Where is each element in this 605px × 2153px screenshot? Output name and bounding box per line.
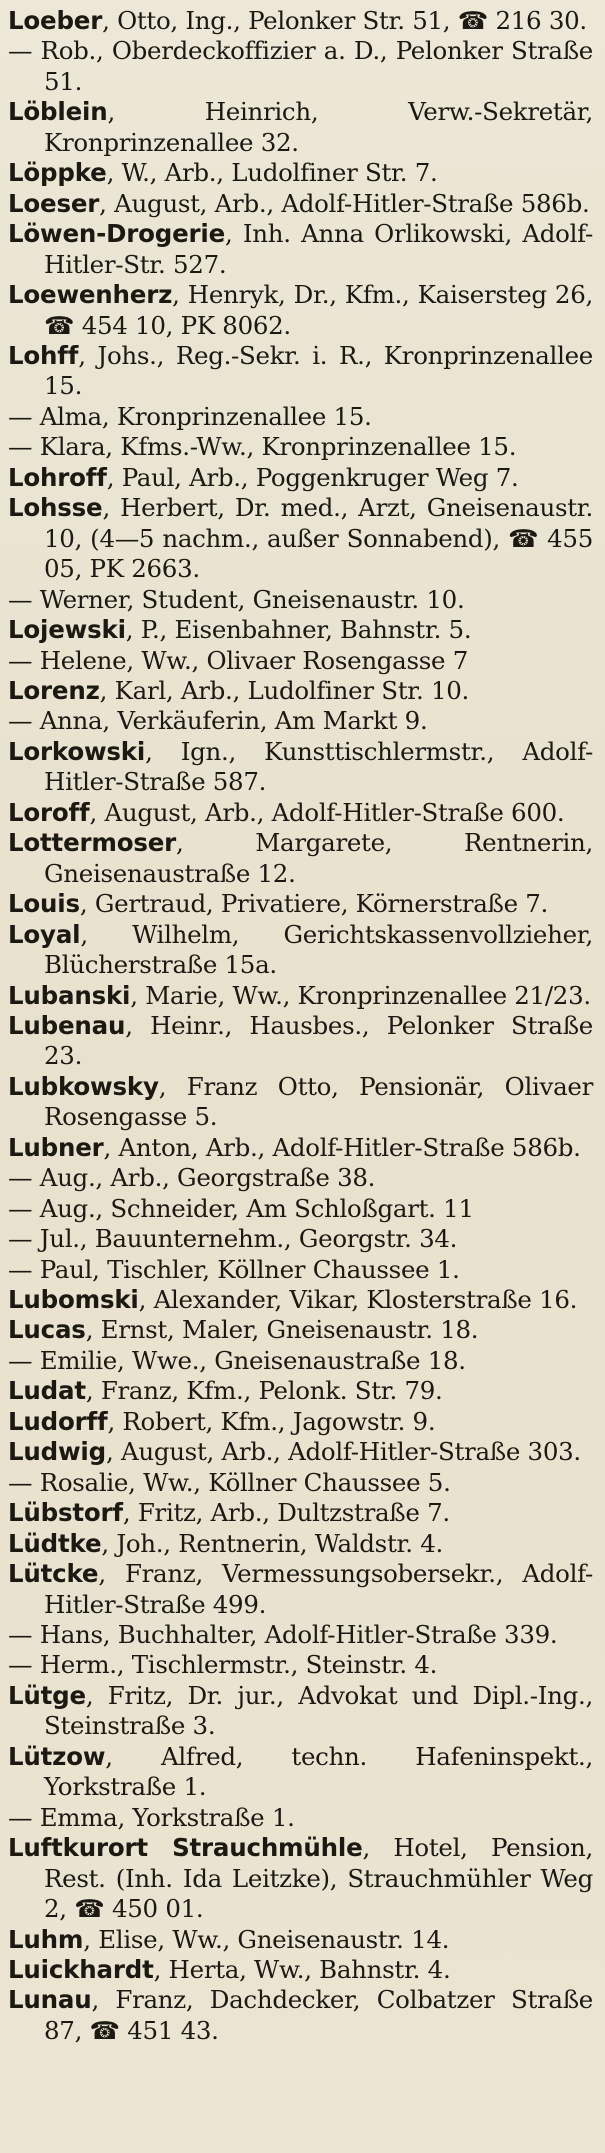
entry-details: , Paul, Arb., Poggenkruger Weg 7. [106, 462, 519, 492]
entry-surname: Lohff [8, 340, 79, 370]
directory-entry [8, 1224, 593, 1254]
entry-surname: Lorenz [8, 675, 100, 705]
directory-entry [8, 889, 593, 919]
entry-details: , Gertraud, Privatiere, Körnerstraße 7. [79, 889, 549, 919]
entry-surname: Lohsse [8, 493, 103, 523]
entry-details: , Johs., Reg.-Sekr. i. R., Kronprinzenallee 15. [44, 340, 593, 401]
directory-entry [8, 6, 593, 36]
entry-details: , Anton, Arb., Adolf-Hitler-Straße 586b. [103, 1132, 581, 1162]
directory-entry [8, 1985, 593, 2046]
directory-entry [8, 1650, 593, 1680]
entry-surname: Lubanski [8, 980, 131, 1010]
entry-surname: Lojewski [8, 615, 126, 645]
entry-surname: Lucas [8, 1315, 86, 1345]
directory-entry [8, 1925, 593, 1955]
entry-details: , Wilhelm, Gerichtskassenvollzieher, Blücherstraße 15a. [44, 919, 593, 980]
entry-details: , Alexander, Vikar, Klosterstraße 16. [138, 1285, 578, 1315]
entry-surname: Luhm [8, 1924, 84, 1954]
directory-entry [8, 493, 593, 584]
entry-details: , Margarete, Rentnerin, Gneisenaustraße 12. [44, 828, 593, 888]
entry-surname: Ludwig [8, 1437, 106, 1467]
entry-details: , P., Eisenbahner, Bahnstr. 5. [125, 615, 472, 645]
directory-entry [8, 1529, 593, 1559]
entry-details: , Herbert, Dr. med., Arzt, Gneisenaustr. 10, (4—5 nachm., außer Sonnabend), ☎ 455 05, PK 2663. [44, 493, 593, 584]
entry-surname: Louis [8, 889, 80, 919]
entry-surname: Lubner [8, 1132, 104, 1162]
entry-surname: Lütge [8, 1680, 86, 1710]
directory-entry [8, 737, 593, 798]
entry-details: , Herta, Ww., Bahnstr. 4. [153, 1955, 451, 1984]
directory-entry [8, 706, 593, 736]
directory-entry [8, 189, 593, 219]
entry-details: , Alfred, techn. Hafeninspekt., Yorkstraße 1. [44, 1741, 593, 1802]
directory-entry [8, 1437, 593, 1467]
directory-entry [8, 646, 593, 676]
entry-details: , Fritz, Arb., Dultzstraße 7. [122, 1498, 450, 1528]
entry-details: , W., Arb., Ludolfiner Str. 7. [106, 158, 438, 188]
entry-surname: Luickhardt [8, 1955, 154, 1984]
directory-entry [8, 1742, 593, 1803]
entry-details: — Aug., Schneider, Am Schloßgart. 11 [8, 1193, 474, 1223]
directory-entry [8, 1559, 593, 1620]
directory-entry [8, 585, 593, 615]
entry-details: , Robert, Kfm., Jagowstr. 9. [107, 1406, 436, 1436]
entry-details: , Elise, Ww., Gneisenaustr. 14. [83, 1924, 450, 1954]
directory-entry [8, 1407, 593, 1437]
directory-entry [8, 1072, 593, 1133]
entry-surname: Loewenherz [8, 280, 173, 310]
entry-details: , Heinrich, Verw.-Sekretär, Kronprinzenallee 32. [44, 97, 593, 157]
entry-details: — Werner, Student, Gneisenaustr. 10. [8, 584, 465, 614]
entry-details: — Aug., Arb., Georgstraße 38. [8, 1163, 376, 1193]
entry-details: — Helene, Ww., Olivaer Rosengasse 7 [8, 645, 469, 675]
entry-details: , Franz, Kfm., Pelonk. Str. 79. [85, 1376, 443, 1406]
directory-entry [8, 280, 593, 341]
entry-surname: Lorkowski [8, 736, 146, 766]
entry-surname: Loeser [8, 188, 100, 218]
entry-details: , Franz, Vermessungsobersekr., Adolf-Hitler-Straße 499. [44, 1559, 593, 1619]
entry-details: , August, Arb., Adolf-Hitler-Straße 303. [105, 1437, 581, 1467]
directory-entry [8, 798, 593, 828]
directory-entry [8, 219, 593, 280]
directory-entry [8, 1133, 593, 1163]
directory-entry [8, 828, 593, 889]
entry-details: , Hotel, Pension, Rest. (Inh. Ida Leitzke), Strauchmühler Weg 2, ☎ 450 01. [44, 1833, 593, 1924]
entry-details: — Emma, Yorkstraße 1. [8, 1802, 295, 1832]
directory-entry [8, 676, 593, 706]
entry-surname: Lübstorf [8, 1498, 123, 1528]
directory-entry [8, 1620, 593, 1650]
directory-entry [8, 1833, 593, 1924]
entry-details: — Jul., Bauunternehm., Georgstr. 34. [8, 1224, 458, 1254]
entry-details: — Alma, Kronprinzenallee 15. [8, 401, 372, 431]
directory-entry [8, 1315, 593, 1345]
entry-details: , Heinr., Hausbes., Pelonker Straße 23. [44, 1010, 593, 1071]
entry-surname: Ludorff [8, 1406, 108, 1436]
entry-details: — Klara, Kfms.-Ww., Kronprinzenallee 15. [8, 432, 517, 462]
entry-details: , Henryk, Dr., Kfm., Kaisersteg 26, ☎ 454 10, PK 8062. [44, 280, 593, 340]
directory-entry [8, 432, 593, 462]
directory-entry [8, 1376, 593, 1406]
directory-entry [8, 1803, 593, 1833]
entry-surname: Lütcke [8, 1559, 99, 1589]
entry-surname: Lohroff [8, 462, 107, 492]
directory-entry [8, 1498, 593, 1528]
directory-entry [8, 36, 593, 97]
entry-surname: Lottermoser [8, 828, 177, 858]
entry-details: — Anna, Verkäuferin, Am Markt 9. [8, 706, 428, 736]
entry-details: , August, Arb., Adolf-Hitler-Straße 586b. [99, 188, 590, 218]
entry-details: — Emilie, Wwe., Gneisenaustraße 18. [8, 1345, 466, 1375]
entry-surname: Löblein [8, 97, 108, 127]
entry-details: — Rob., Oberdeckoffizier a. D., Pelonker Straße 51. [8, 36, 593, 96]
directory-entry [8, 402, 593, 432]
entry-details: , Joh., Rentnerin, Waldstr. 4. [101, 1528, 443, 1558]
directory-entry [8, 341, 593, 402]
entry-surname: Lubomski [8, 1285, 139, 1315]
directory-entry [8, 463, 593, 493]
entry-surname: Löwen-Drogerie [8, 219, 226, 249]
entry-details: — Hans, Buchhalter, Adolf-Hitler-Straße 339. [8, 1620, 558, 1650]
entry-details: , Franz Otto, Pensionär, Olivaer Rosengasse 5. [44, 1071, 593, 1132]
entry-details: , Karl, Arb., Ludolfiner Str. 10. [99, 675, 470, 705]
directory-entry [8, 1255, 593, 1285]
entry-details: — Herm., Tischlermstr., Steinstr. 4. [8, 1650, 438, 1680]
entry-surname: Loeber [8, 6, 103, 35]
entry-details: , Ernst, Maler, Gneisenaustr. 18. [85, 1315, 479, 1345]
entry-details: — Rosalie, Ww., Köllner Chaussee 5. [8, 1467, 451, 1497]
entry-details: , August, Arb., Adolf-Hitler-Straße 600. [89, 797, 565, 827]
entry-details: , Marie, Ww., Kronprinzenallee 21/23. [130, 980, 591, 1010]
entry-details: , Franz, Dachdecker, Colbatzer Straße 87, ☎ 451 43. [44, 1985, 593, 2045]
directory-entry [8, 1285, 593, 1315]
entry-surname: Lützow [8, 1741, 106, 1771]
directory-entry [8, 97, 593, 158]
entry-details: , Inh. Anna Orlikowski, Adolf-Hitler-Str. 527. [44, 219, 593, 279]
entry-surname: Löppke [8, 158, 107, 188]
directory-entry [8, 1468, 593, 1498]
entry-surname: Ludat [8, 1376, 86, 1406]
entry-details: , Fritz, Dr. jur., Advokat und Dipl.-Ing., Steinstraße 3. [44, 1680, 593, 1741]
directory-entry [8, 1011, 593, 1072]
entry-surname: Luftkurort Strauchmühle [8, 1833, 363, 1863]
directory-entry [8, 1194, 593, 1224]
entry-surname: Lüdtke [8, 1528, 102, 1558]
directory-entry [8, 1681, 593, 1742]
directory-entry [8, 981, 593, 1011]
entry-details: — Paul, Tischler, Köllner Chaussee 1. [8, 1254, 460, 1284]
entry-surname: Loroff [8, 797, 90, 827]
entry-surname: Loyal [8, 919, 81, 949]
directory-entry [8, 920, 593, 981]
entry-surname: Lunau [8, 1985, 92, 2015]
entry-surname: Lubenau [8, 1010, 126, 1040]
directory-entry [8, 1163, 593, 1193]
entry-surname: Lubkowsky [8, 1071, 159, 1101]
entry-details: , Otto, Ing., Pelonker Str. 51, ☎ 216 30. [102, 6, 587, 35]
entry-details: , Ign., Kunsttischlermstr., Adolf-Hitler-Straße 587. [44, 736, 593, 797]
directory-entry [8, 1346, 593, 1376]
directory-entry [8, 158, 593, 188]
directory-entry [8, 1955, 593, 1985]
directory-entry [8, 615, 593, 645]
